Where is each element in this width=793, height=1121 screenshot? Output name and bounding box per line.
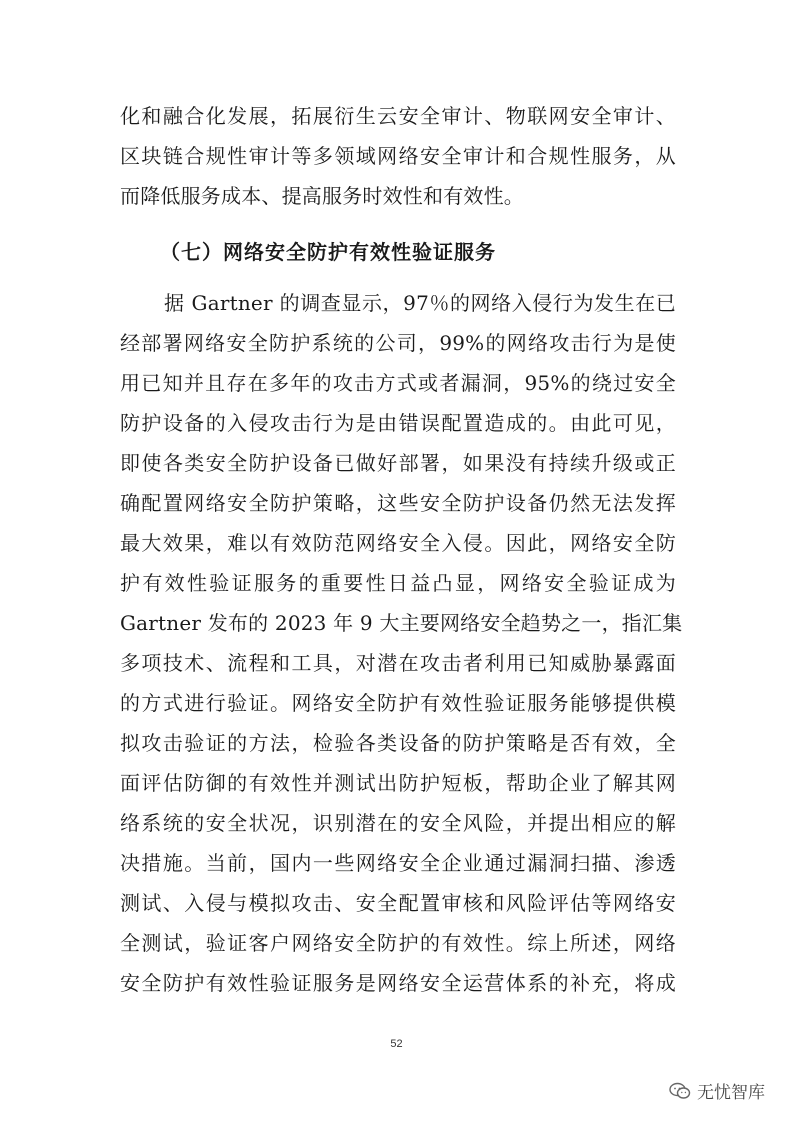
- text-line: 面评估防御的有效性并测试出防护短板，帮助企业了解其网: [120, 771, 676, 795]
- paragraph-main: [120, 283, 683, 1003]
- text-line: 化和融合化发展，拓展衍生云安全审计、物联网安全审计、: [120, 104, 676, 128]
- text-line: 的方式进行验证。网络安全防护有效性验证服务能够提供模: [120, 691, 676, 715]
- text-line: Gartner 发布的 2023 年 9 大主要网络安全趋势之一，指汇集: [120, 611, 683, 635]
- brand-label: 无忧智库: [697, 1083, 765, 1103]
- text-line: 区块链合规性审计等多领域网络安全审计和合规性服务，从: [120, 144, 676, 168]
- text-line: 多项技术、流程和工具，对潜在攻击者利用已知威胁暴露面: [120, 651, 676, 675]
- text-line: 最大效果，难以有效防范网络安全入侵。因此，网络安全防: [120, 531, 676, 555]
- text-line: 测试、入侵与模拟攻击、安全配置审核和风险评估等网络安: [120, 891, 676, 915]
- paragraph-top: [120, 96, 676, 216]
- text-line: 确配置网络安全防护策略，这些安全防护设备仍然无法发挥: [120, 491, 676, 515]
- text-line: 拟攻击验证的方法，检验各类设备的防护策略是否有效，全: [120, 731, 676, 755]
- text-line: 用已知并且存在多年的攻击方式或者漏洞，95%的绕过安全: [120, 371, 676, 395]
- text-line: 护有效性验证服务的重要性日益凸显，网络安全验证成为: [120, 571, 676, 595]
- text-line: 防护设备的入侵攻击行为是由错误配置造成的。由此可见，: [120, 411, 676, 435]
- section-heading: （七）网络安全防护有效性验证服务: [160, 240, 496, 264]
- text-line: 经部署网络安全防护系统的公司，99%的网络攻击行为是使: [120, 331, 676, 355]
- text-line: 安全防护有效性验证服务是网络安全运营体系的补充，将成: [120, 971, 676, 995]
- text-line: 即使各类安全防护设备已做好部署，如果没有持续升级或正: [120, 451, 676, 475]
- text-line: 决措施。当前，国内一些网络安全企业通过漏洞扫描、渗透: [120, 851, 676, 875]
- text-line: 据 Gartner 的调查显示，97％的网络入侵行为发生在已: [164, 291, 676, 315]
- brand-mark: [669, 1078, 765, 1103]
- text-line: 全测试，验证客户网络安全防护的有效性。综上所述，网络: [120, 931, 676, 955]
- text-line: 络系统的安全状况，识别潜在的安全风险，并提出相应的解: [120, 811, 676, 835]
- text-line: 而降低服务成本、提高服务时效性和有效性。: [120, 184, 524, 208]
- wechat-icon: [669, 1082, 691, 1100]
- page-number: 52: [390, 1038, 403, 1050]
